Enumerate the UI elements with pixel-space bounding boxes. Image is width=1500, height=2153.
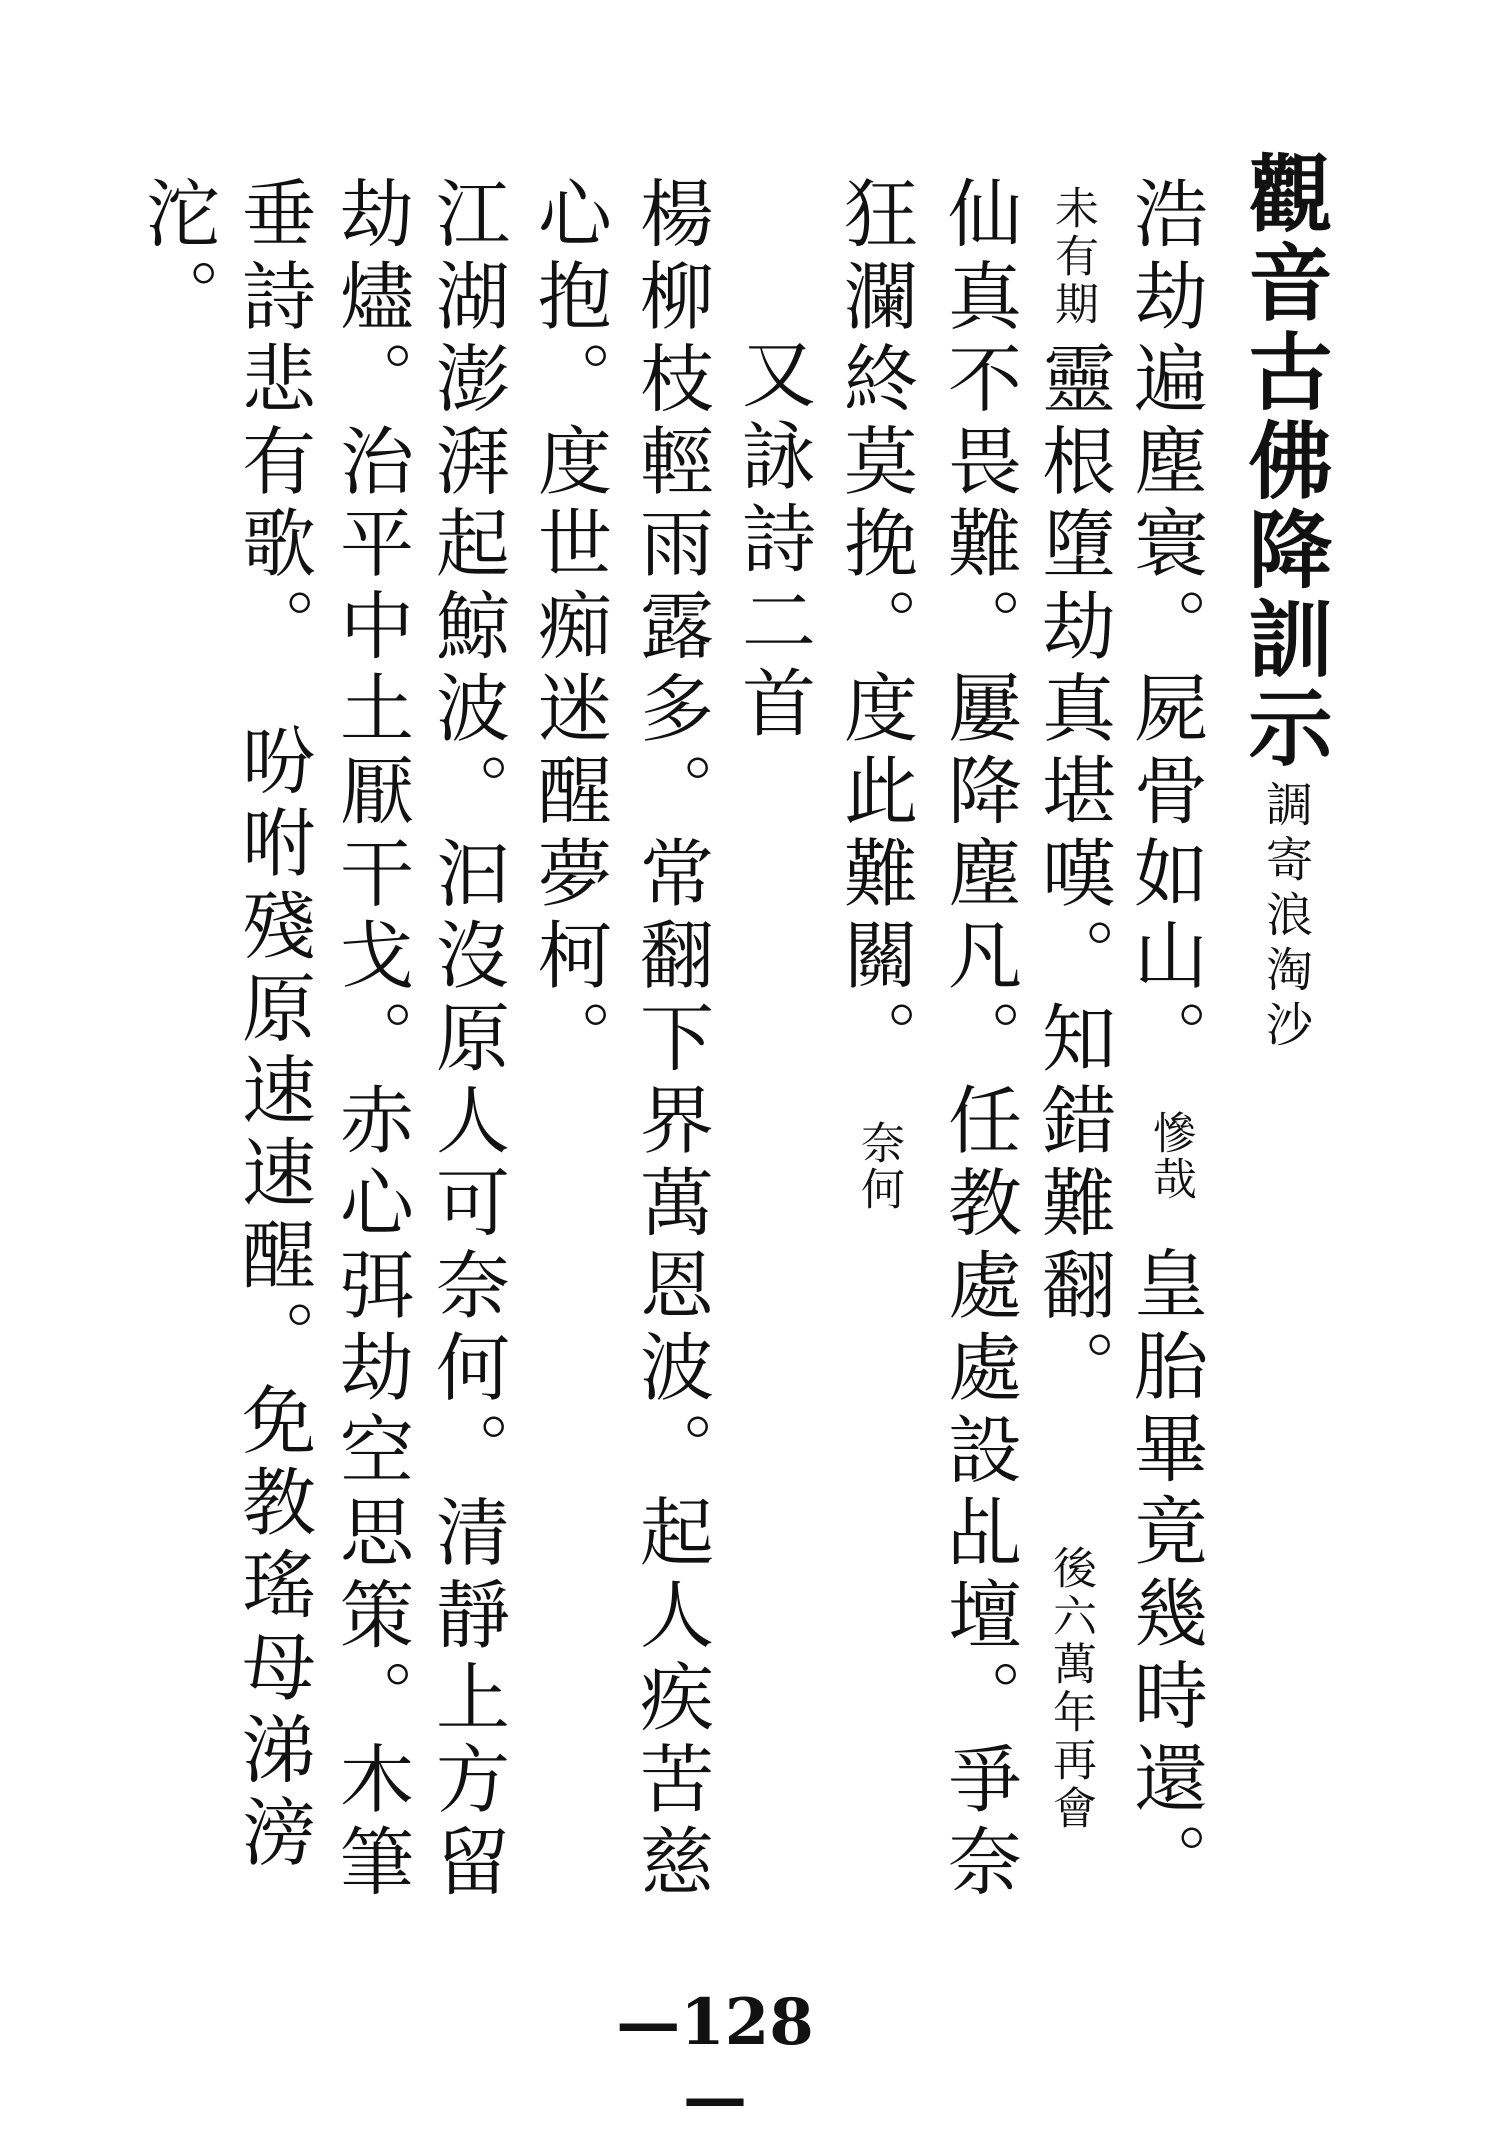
verse-column-1: 浩劫遍塵寰。屍骨如山。 [1122, 175, 1208, 1082]
annotation-4: 奈何 [853, 1120, 904, 1212]
verse-column-3: 仙真不畏難。屢降塵凡。任教處處設乩壇。爭奈 [936, 175, 1022, 1906]
annotation-top-2: 未有期 [1047, 185, 1098, 329]
annotation-1: 慘哉 [1145, 1110, 1196, 1202]
page-title: 觀音古佛降訓示 [1235, 150, 1333, 773]
verse-column-8: 江湖澎湃起鯨波。汩沒原人可奈何。清靜上方留 [424, 175, 510, 1906]
verse-column-2: 靈根墮劫真堪嘆。知錯難翻。 [1030, 340, 1116, 1412]
page-number: —128— [616, 1985, 814, 2135]
section-heading: 又詠詩二首 [730, 335, 816, 747]
verse-column-1b: 皇胎畢竟幾時還。 [1122, 1245, 1208, 1905]
verse-column-10a: 垂詩悲有歌。 [230, 175, 316, 670]
verse-column-10b: 吩咐殘原速速醒。免教瑤母涕滂 [230, 722, 316, 1876]
verse-column-6: 楊柳枝輕雨露多。常翻下界萬恩波。起人疾苦慈 [628, 175, 714, 1906]
page-subtitle: 調寄浪淘沙 [1258, 780, 1313, 1055]
verse-column-9: 劫燼。治平中土厭干戈。赤心弭劫空思策。木筆 [328, 175, 414, 1906]
verse-column-11: 沱。 [134, 175, 220, 340]
annotation-2: 後六萬年再會 [1045, 1545, 1096, 1833]
verse-column-7: 心抱。度世痴迷醒夢柯。 [526, 175, 612, 1082]
verse-column-4: 狂瀾終莫挽。度此難關。 [832, 175, 918, 1082]
